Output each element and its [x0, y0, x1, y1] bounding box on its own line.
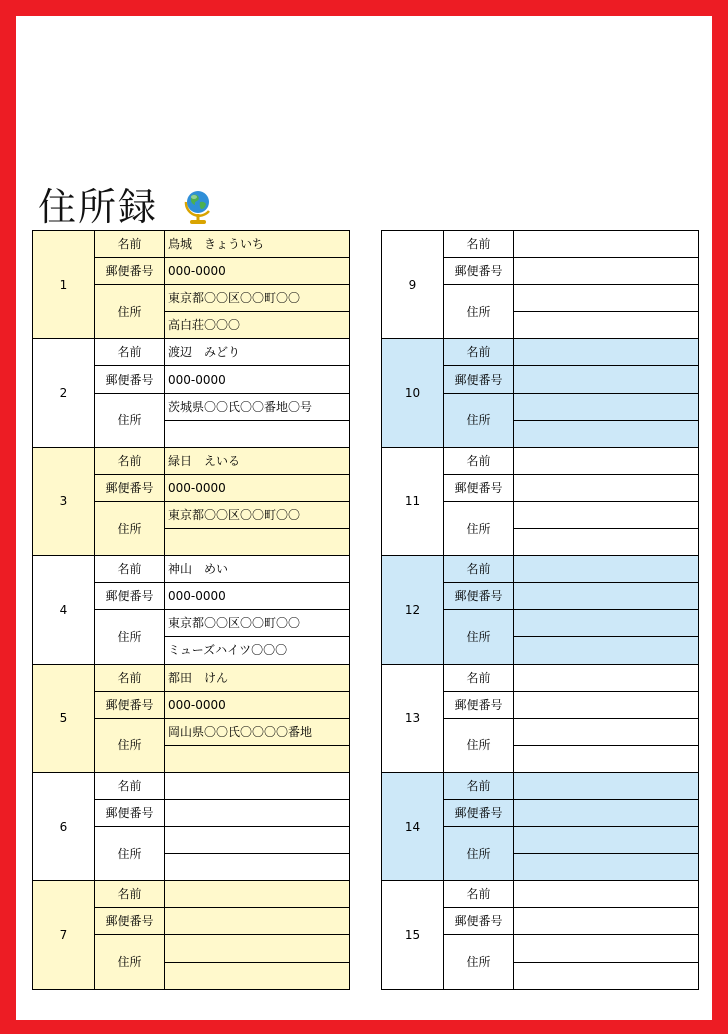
entry-3 — [33, 447, 350, 474]
name-label: 名前 — [444, 231, 514, 258]
name-value — [165, 772, 350, 799]
name-value: 都田 けん — [165, 664, 350, 691]
entry-number: 14 — [382, 772, 444, 880]
address-label: 住所 — [95, 827, 165, 881]
entry-number: 4 — [33, 556, 95, 664]
address-book-page — [16, 16, 712, 1020]
postal-label: 郵便番号 — [444, 258, 514, 285]
page-title: 住所録 — [38, 185, 159, 229]
postal-value: 000-0000 — [165, 583, 350, 610]
address-label: 住所 — [444, 610, 514, 664]
address-label: 住所 — [444, 718, 514, 772]
entry-10 — [382, 339, 699, 366]
address-line-1: 茨城県〇〇氏〇〇番地〇号 — [165, 393, 350, 420]
name-value: 緑日 えいる — [165, 447, 350, 474]
postal-value — [514, 799, 699, 826]
postal-label: 郵便番号 — [444, 366, 514, 393]
postal-value — [514, 258, 699, 285]
address-line-2 — [165, 962, 350, 989]
address-line-2 — [514, 745, 699, 772]
name-label: 名前 — [95, 447, 165, 474]
entry-number: 9 — [382, 231, 444, 339]
address-label: 住所 — [95, 610, 165, 664]
entry-number: 10 — [382, 339, 444, 447]
name-label: 名前 — [444, 664, 514, 691]
entry-number: 2 — [33, 339, 95, 447]
postal-label: 郵便番号 — [95, 258, 165, 285]
name-label: 名前 — [95, 339, 165, 366]
entry-12 — [382, 556, 699, 583]
name-label: 名前 — [444, 447, 514, 474]
name-label: 名前 — [444, 772, 514, 799]
name-value — [514, 231, 699, 258]
address-label: 住所 — [444, 827, 514, 881]
entry-2 — [33, 339, 350, 366]
address-line-2 — [514, 854, 699, 881]
entry-11 — [382, 447, 699, 474]
address-line-2: 高白荘〇〇〇 — [165, 312, 350, 339]
postal-value — [514, 366, 699, 393]
globe-icon — [181, 186, 215, 226]
postal-label: 郵便番号 — [95, 691, 165, 718]
entry-number: 12 — [382, 556, 444, 664]
address-line-2 — [165, 420, 350, 447]
postal-value: 000-0000 — [165, 366, 350, 393]
name-label: 名前 — [444, 556, 514, 583]
address-label: 住所 — [95, 501, 165, 555]
address-line-1 — [165, 935, 350, 962]
name-label: 名前 — [444, 881, 514, 908]
name-value: 神山 めい — [165, 556, 350, 583]
address-label: 住所 — [95, 935, 165, 989]
name-value — [514, 772, 699, 799]
address-label: 住所 — [444, 501, 514, 555]
entry-6 — [33, 772, 350, 799]
entry-5 — [33, 664, 350, 691]
address-line-2 — [514, 962, 699, 989]
postal-value — [514, 474, 699, 501]
address-table-left — [32, 230, 350, 990]
name-value — [514, 881, 699, 908]
address-line-2 — [165, 854, 350, 881]
address-line-1: 東京都〇〇区〇〇町〇〇 — [165, 285, 350, 312]
entry-14 — [382, 772, 699, 799]
name-label: 名前 — [95, 881, 165, 908]
entry-number: 7 — [33, 881, 95, 989]
address-line-1 — [514, 827, 699, 854]
address-line-1 — [514, 285, 699, 312]
name-value — [165, 881, 350, 908]
postal-label: 郵便番号 — [444, 691, 514, 718]
name-label: 名前 — [95, 231, 165, 258]
address-line-2 — [514, 637, 699, 664]
postal-label: 郵便番号 — [444, 908, 514, 935]
address-line-2: ミューズハイツ〇〇〇 — [165, 637, 350, 664]
address-label: 住所 — [95, 718, 165, 772]
address-label: 住所 — [95, 285, 165, 339]
address-label: 住所 — [444, 935, 514, 989]
postal-value — [165, 908, 350, 935]
address-line-2 — [514, 312, 699, 339]
address-label: 住所 — [95, 393, 165, 447]
address-line-2 — [165, 529, 350, 556]
address-line-1 — [514, 935, 699, 962]
entry-4 — [33, 556, 350, 583]
name-value: 鳥城 きょういち — [165, 231, 350, 258]
name-label: 名前 — [444, 339, 514, 366]
postal-value — [165, 799, 350, 826]
entry-number: 5 — [33, 664, 95, 772]
address-line-1 — [514, 610, 699, 637]
address-line-1 — [514, 718, 699, 745]
postal-label: 郵便番号 — [444, 583, 514, 610]
entry-15 — [382, 881, 699, 908]
address-line-1: 東京都〇〇区〇〇町〇〇 — [165, 610, 350, 637]
entry-number: 13 — [382, 664, 444, 772]
postal-label: 郵便番号 — [444, 799, 514, 826]
entry-9 — [382, 231, 699, 258]
address-line-2 — [514, 420, 699, 447]
postal-label: 郵便番号 — [95, 908, 165, 935]
postal-label: 郵便番号 — [444, 474, 514, 501]
postal-label: 郵便番号 — [95, 366, 165, 393]
name-value — [514, 664, 699, 691]
postal-value — [514, 908, 699, 935]
postal-label: 郵便番号 — [95, 799, 165, 826]
postal-value — [514, 691, 699, 718]
address-line-1 — [514, 393, 699, 420]
postal-value: 000-0000 — [165, 691, 350, 718]
name-value — [514, 556, 699, 583]
address-label: 住所 — [444, 285, 514, 339]
name-value — [514, 339, 699, 366]
address-line-1 — [514, 501, 699, 528]
entry-number: 15 — [382, 881, 444, 989]
address-line-2 — [514, 529, 699, 556]
entry-7 — [33, 881, 350, 908]
entry-13 — [382, 664, 699, 691]
name-label: 名前 — [95, 556, 165, 583]
name-value — [514, 447, 699, 474]
address-label: 住所 — [444, 393, 514, 447]
entry-number: 1 — [33, 231, 95, 339]
entry-number: 11 — [382, 447, 444, 555]
entry-number: 6 — [33, 772, 95, 880]
address-line-1 — [165, 827, 350, 854]
postal-value — [514, 583, 699, 610]
name-value: 渡辺 みどり — [165, 339, 350, 366]
postal-label: 郵便番号 — [95, 583, 165, 610]
entry-number: 3 — [33, 447, 95, 555]
address-table-right — [381, 230, 699, 990]
address-line-1: 岡山県〇〇氏〇〇〇〇番地 — [165, 718, 350, 745]
address-line-2 — [165, 745, 350, 772]
entry-1 — [33, 231, 350, 258]
postal-value: 000-0000 — [165, 474, 350, 501]
name-label: 名前 — [95, 664, 165, 691]
postal-value: 000-0000 — [165, 258, 350, 285]
address-line-1: 東京都〇〇区〇〇町〇〇 — [165, 501, 350, 528]
postal-label: 郵便番号 — [95, 474, 165, 501]
name-label: 名前 — [95, 772, 165, 799]
